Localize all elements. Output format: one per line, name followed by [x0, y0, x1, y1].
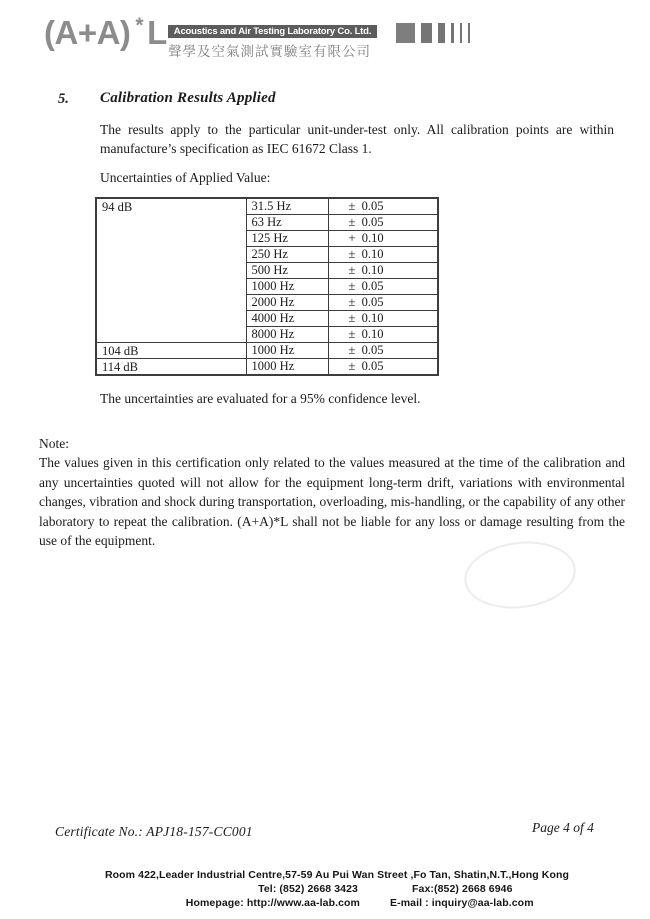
frequency-cell: 8000 Hz — [246, 326, 328, 342]
level-cell: 114 dB — [96, 358, 246, 375]
table-caption: Uncertainties of Applied Value: — [100, 170, 271, 185]
uncertainties-table — [95, 197, 439, 376]
frequency-cell: 2000 Hz — [246, 294, 328, 310]
note-text: The values given in this certification only related to the values measured at the time of the calibration and any uncertainties quoted will not allow for the equipment long-term drift, variations with environmental changes, vibration and shock during transportation, overloading, mis-handling, or the capability of any other laboratory to repeat the calibration. (A+A)*L shall not be liable for any loss or damage resulting from the use of the equipment. — [39, 455, 625, 548]
uncertainty-cell: ± 0.05 — [328, 198, 438, 214]
company-name-banner: Acoustics and Air Testing Laboratory Co. Ltd. — [168, 25, 377, 38]
uncertainty-cell: ± 0.10 — [328, 326, 438, 342]
frequency-cell: 1000 Hz — [246, 342, 328, 358]
frequency-cell: 1000 Hz — [246, 278, 328, 294]
logo-l: L — [147, 14, 168, 51]
note-label: Note: — [39, 436, 69, 451]
level-cell: 104 dB — [96, 342, 246, 358]
logo-asterisk: * — [135, 14, 144, 37]
uncertainty-cell: ± 0.05 — [328, 342, 438, 358]
table-row — [96, 342, 438, 358]
footer-fax: Fax:(852) 2668 6946 — [412, 883, 513, 895]
frequency-cell: 1000 Hz — [246, 358, 328, 375]
uncertainty-cell: ± 0.10 — [328, 246, 438, 262]
frequency-cell: 125 Hz — [246, 230, 328, 246]
frequency-cell: 250 Hz — [246, 246, 328, 262]
section-paragraph: The results apply to the particular unit-under-test only. All calibration points are within manufacture’s specification as IEC 61672 Class 1. — [100, 122, 614, 156]
uncertainty-cell: ± 0.10 — [328, 262, 438, 278]
section-title: Calibration Results Applied — [100, 90, 276, 106]
confidence-level-note: The uncertainties are evaluated for a 95% confidence level. — [100, 391, 421, 406]
uncertainty-cell: ± 0.05 — [328, 294, 438, 310]
uncertainty-cell: ± 0.05 — [328, 214, 438, 230]
footer-homepage: Homepage: http://www.aa-lab.com — [185, 897, 360, 909]
company-logo — [44, 14, 167, 52]
table-row — [96, 198, 438, 214]
frequency-cell: 4000 Hz — [246, 310, 328, 326]
section-number: 5. — [58, 91, 69, 107]
barcode-decoration-icon — [396, 23, 470, 43]
frequency-cell: 500 Hz — [246, 262, 328, 278]
certificate-number: Certificate No.: APJ18-157-CC001 — [55, 824, 253, 839]
uncertainty-cell: ± 0.05 — [328, 278, 438, 294]
uncertainty-cell: ± 0.10 — [328, 310, 438, 326]
frequency-cell: 63 Hz — [246, 214, 328, 230]
uncertainty-cell: ± 0.05 — [328, 358, 438, 375]
footer-tel: Tel: (852) 2668 3423 — [258, 883, 358, 895]
level-cell: 94 dB — [96, 198, 246, 342]
page-number: Page 4 of 4 — [532, 820, 594, 835]
company-name-chinese: 聲學及空氣測試實驗室有限公司 — [168, 44, 371, 59]
uncertainty-cell: + 0.10 — [328, 230, 438, 246]
table-row — [96, 358, 438, 375]
footer-email: E-mail : inquiry@aa-lab.com — [390, 897, 534, 909]
frequency-cell: 31.5 Hz — [246, 198, 328, 214]
footer-address: Room 422,Leader Industrial Centre,57-59 Au Pui Wan Street ,Fo Tan, Shatin,N.T.,Hong Kong — [104, 869, 570, 881]
logo-main-text: (A+A) — [44, 14, 131, 51]
